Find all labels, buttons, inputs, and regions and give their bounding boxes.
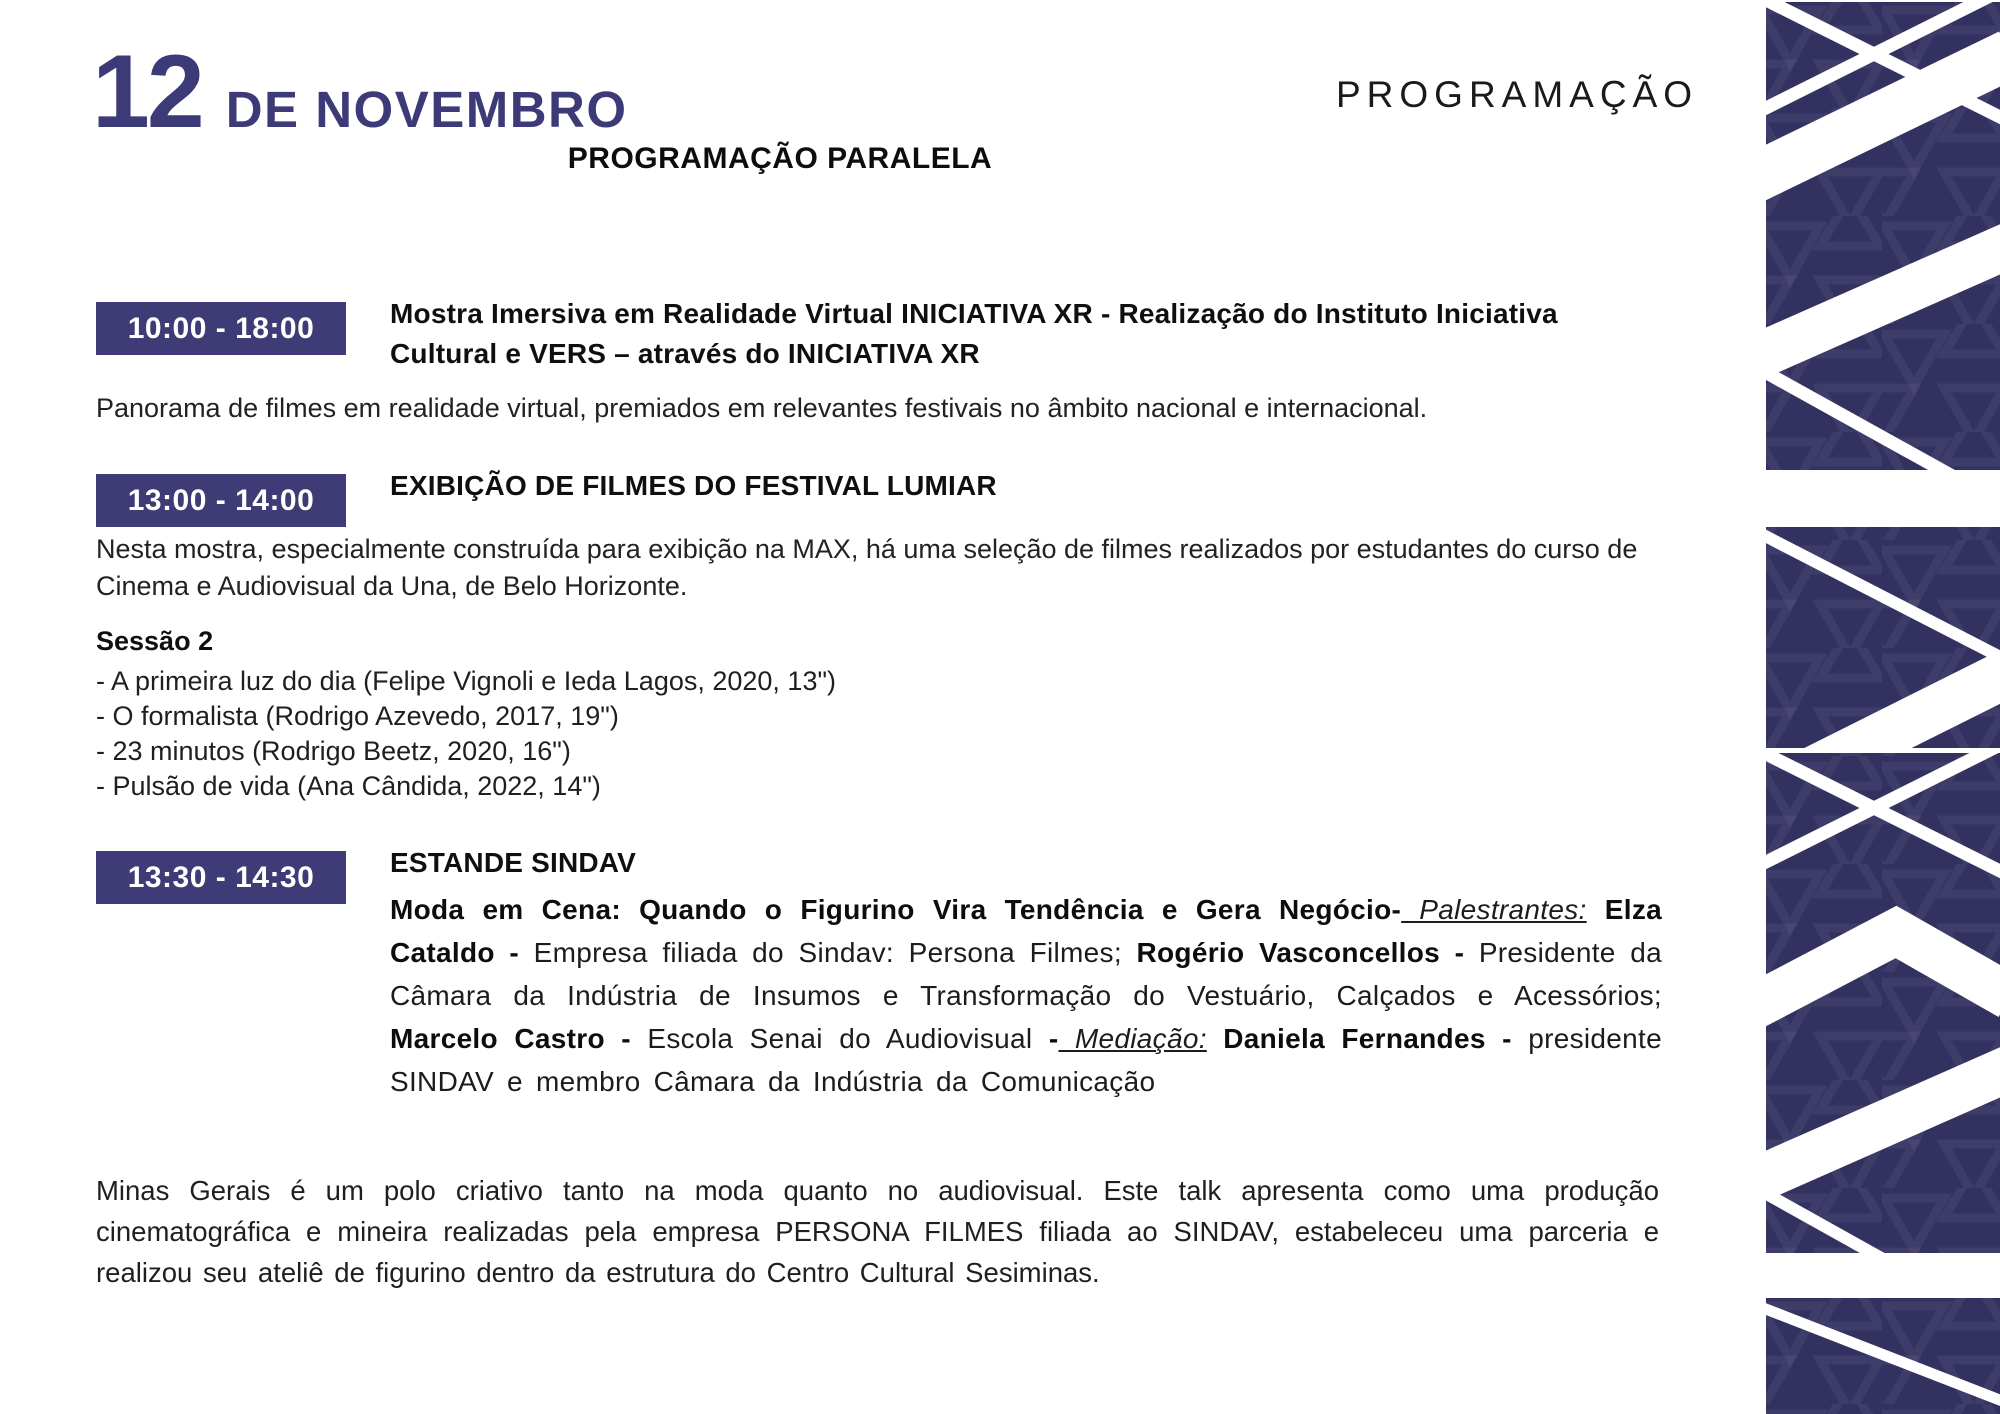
event-row-1 (96, 294, 1662, 374)
event-3-description: Minas Gerais é um polo criativo tanto na moda quanto no audiovisual. Este talk apresenta como uma produção cinematográfica e mineira realizadas pela empresa PERSONA FILMES filiada ao SINDAV, estabeleceu uma parceria e realizou seu ateliê de figurino dentro da estrutura do Centro Cultural Sesiminas. (96, 1175, 1659, 1288)
event-1-title: Mostra Imersiva em Realidade Virtual INICIATIVA XR - Realização do Instituto Iniciativa Cultural e VERS – através do INICIATIVA XR (390, 298, 1558, 369)
day-label: DE NOVEMBRO (225, 81, 628, 138)
talk-title: Moda em Cena: Quando o Figurino Vira Tendência e Gera Negócio- (390, 894, 1402, 925)
page-title (92, 34, 628, 150)
mediacao-dash: - (1048, 1023, 1059, 1054)
event-1-time-badge: 10:00 - 18:00 (96, 302, 346, 355)
speaker-desc: Presidente da Câmara da Indústria de Insumos e Transformação do Vestuário, Calçados e Acessórios; (390, 937, 1663, 1011)
decorative-pattern-strip (1758, 0, 2000, 1414)
event-3-title: ESTANDE SINDAV (390, 847, 637, 878)
film-item: - O formalista (Rodrigo Azevedo, 2017, 19") (96, 701, 619, 731)
speaker-name: Elza Cataldo - (390, 894, 1663, 968)
mediator-name: Daniela Fernandes - (1206, 1023, 1529, 1054)
speaker-desc: Escola Senai do Audiovisual (647, 1023, 1049, 1054)
event-2-description: Nesta mostra, especialmente construída para exibição na MAX, há uma seleção de filmes realizados por estudantes do curso de Cinema e Audiovisual da Una, de Belo Horizonte. (96, 534, 1638, 601)
event-2-time-badge: 13:00 - 14:00 (96, 474, 346, 527)
event-1-description: Panorama de filmes em realidade virtual, premiados em relevantes festivais no âmbito nacional e internacional. (96, 393, 1428, 423)
speaker-desc: Empresa filiada do Sindav: Persona Filmes; (533, 937, 1137, 968)
event-3-talk-paragraph (390, 888, 1662, 1103)
day-number: 12 (92, 34, 202, 150)
mediator-desc: presidente SINDAV e membro Câmara da Indústria da Comunicação (390, 1023, 1662, 1097)
speaker-name: Marcelo Castro - (390, 1023, 648, 1054)
mediacao-label: Mediação: (1058, 1023, 1207, 1054)
speaker-name: Rogério Vasconcellos - (1136, 937, 1479, 968)
programacao-label: PROGRAMAÇÃO (1336, 74, 1699, 115)
event-row-2 (96, 466, 1662, 527)
event-3-time-badge: 13:30 - 14:30 (96, 851, 346, 904)
film-item: - Pulsão de vida (Ana Cândida, 2022, 14") (96, 771, 601, 801)
session-title: Sessão 2 (96, 626, 214, 656)
palestrantes-label: Palestrantes: (1401, 894, 1587, 925)
section-title: PROGRAMAÇÃO PARALELA (567, 142, 993, 175)
session-block (96, 626, 1657, 804)
film-item: - A primeira luz do dia (Felipe Vignoli e Ieda Lagos, 2020, 13") (96, 666, 837, 696)
film-item: - 23 minutos (Rodrigo Beetz, 2020, 16") (96, 736, 571, 766)
event-2-title: EXIBIÇÃO DE FILMES DO FESTIVAL LUMIAR (390, 470, 997, 501)
